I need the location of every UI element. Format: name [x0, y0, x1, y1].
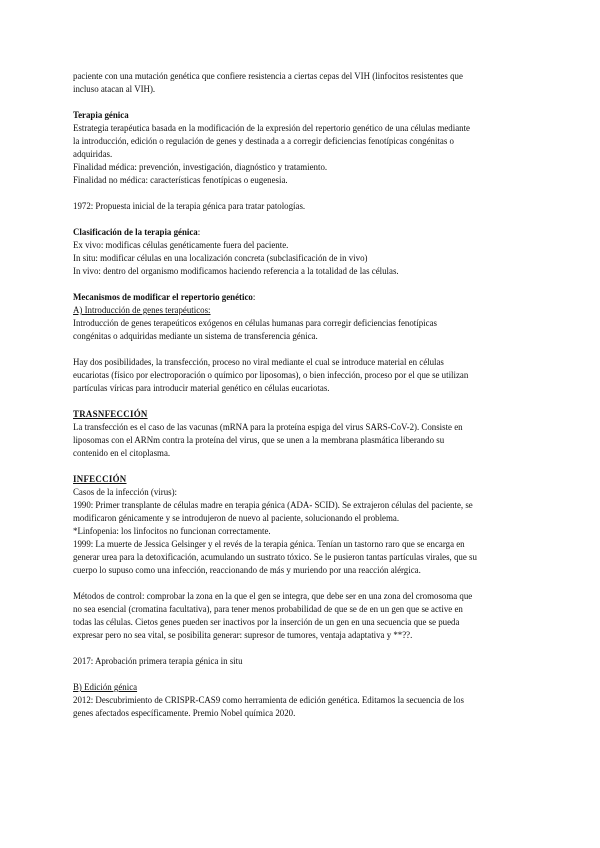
text-line: liposomas con el ARNm contra la proteína del virus, que se unen a la membrana plasmática liberando su — [73, 435, 445, 445]
text-line: eucariotas (físico por electroporación o químico por liposomas), o bien infección, proceso por el que se utilizan — [73, 370, 469, 380]
section-heading-infeccion: INFECCIÓN — [73, 474, 127, 484]
heading-colon: : — [197, 227, 201, 237]
document-body — [73, 70, 529, 720]
text-line: incluso atacan al VIH). — [73, 84, 156, 94]
text-line: Casos de la infección (virus): — [73, 487, 178, 497]
text-line: 1999: La muerte de Jessica Gelsinger y el revés de la terapia génica. Tenían un tastorno raro que se encarga en — [73, 539, 465, 549]
subheading-introduccion: A) Introducción de genes terapéuticos: — [73, 305, 211, 315]
text-line: *Linfopenia: los linfocitos no funcionan correctamente. — [73, 526, 271, 536]
text-line: adquiridas. — [73, 149, 113, 159]
clasificacion-section — [73, 226, 529, 278]
text-line: Finalidad médica: prevención, investigación, diagnóstico y tratamiento. — [73, 162, 328, 172]
section-heading-transfeccion: TRASNFECCIÓN — [73, 409, 148, 419]
mecanismos-section — [73, 291, 529, 343]
terapia-genica-section — [73, 109, 529, 187]
section-heading-clasificacion — [73, 226, 529, 239]
text-line: In situ: modificar células en una localización concreta (subclasificación de in vivo) — [73, 253, 368, 263]
text-line: 1990: Primer transplante de células madre en terapia génica (ADA- SCID). Se extrajeron células del paciente, se — [73, 500, 473, 510]
text-line: Introducción de genes terapeúticos exógenos en células humanas para corregir deficiencias fenotípicas — [73, 318, 437, 328]
text-line: todas las células. Cietos genes pueden ser inactivos por la inserción de un gen en una secuencia que se pueda — [73, 617, 460, 627]
text-line: Finalidad no médica: características fenotípicas o eugenesia. — [73, 175, 288, 185]
heading-text: Clasificación de la terapia génica — [73, 227, 198, 237]
transfeccion-section — [73, 408, 529, 460]
intro-paragraph — [73, 70, 529, 96]
text-line: partículas víricas para introducir material genético en células eucariotas. — [73, 383, 330, 393]
text-line: expresar pero no sea vital, se posibilita generar: supresor de tumores, ventaja adaptativa y **??. — [73, 630, 413, 640]
text-line: genes afectados específicamente. Premio Nobel química 2020. — [73, 708, 296, 718]
section-heading-terapia: Terapia génica — [73, 110, 129, 120]
heading-text: Mecanismos de modificar el repertorio genético — [73, 292, 253, 302]
text-line: In vivo: dentro del organismo modificamos haciendo referencia a la totalidad de las células. — [73, 266, 399, 276]
text-line: congénitas o adquiridas mediante un sistema de transferencia génica. — [73, 331, 318, 341]
heading-colon: : — [252, 292, 256, 302]
text-line: contenido en el citoplasma. — [73, 448, 171, 458]
text-line: Estrategia terapéutica basada en la modificación de la expresión del repertorio genético de una células mediante — [73, 123, 470, 133]
subheading-edicion: B) Edición génica — [73, 682, 138, 692]
text-line: la introducción, edición o regulación de genes y destinada a a corregir deficiencias fenotípicas congénitas o — [73, 136, 454, 146]
history-2017: 2017: Aprobación primera terapia génica in situ — [73, 656, 243, 666]
edicion-genica-section — [73, 681, 529, 720]
text-line: Hay dos posibilidades, la transfección, proceso no viral mediante el cual se introduce material en células — [73, 357, 444, 367]
text-line: no sea esencial (cromatina facultativa), para tener menos probabilidad de que se de en un gen que se active en — [73, 604, 463, 614]
text-line: Ex vivo: modificas células genéticamente fuera del paciente. — [73, 240, 289, 250]
text-line: cuerpo lo supuso como una infección, reaccionando de más y muriendo por una reacción alérgica. — [73, 565, 421, 575]
history-1972: 1972: Propuesta inicial de la terapia génica para tratar patologías. — [73, 201, 306, 211]
text-line: generar urea para la detoxificación, acumulando un sustrato tóxico. Se le pusieron tantas partículas virales, que su — [73, 552, 477, 562]
text-line: 2012: Descubrimiento de CRISPR-CAS9 como herramienta de edición genética. Editamos la secuencia de los — [73, 695, 464, 705]
text-line: modificaron génicamente y se introdujeron de nuevo al paciente, solucionando el problema. — [73, 513, 400, 523]
infeccion-section — [73, 473, 529, 577]
posibilidades-paragraph — [73, 356, 529, 395]
section-heading-mecanismos — [73, 291, 529, 304]
text-line: paciente con una mutación genética que confiere resistencia a ciertas cepas del VIH (linfocitos resistentes que — [73, 71, 463, 81]
metodos-control-paragraph — [73, 590, 529, 642]
text-line: Métodos de control: comprobar la zona en la que el gen se integra, que debe ser en una zona del cromosoma que — [73, 591, 473, 601]
text-line: La transfección es el caso de las vacunas (mRNA para la proteína espiga del virus SARS-CoV-2). Consiste en — [73, 422, 463, 432]
